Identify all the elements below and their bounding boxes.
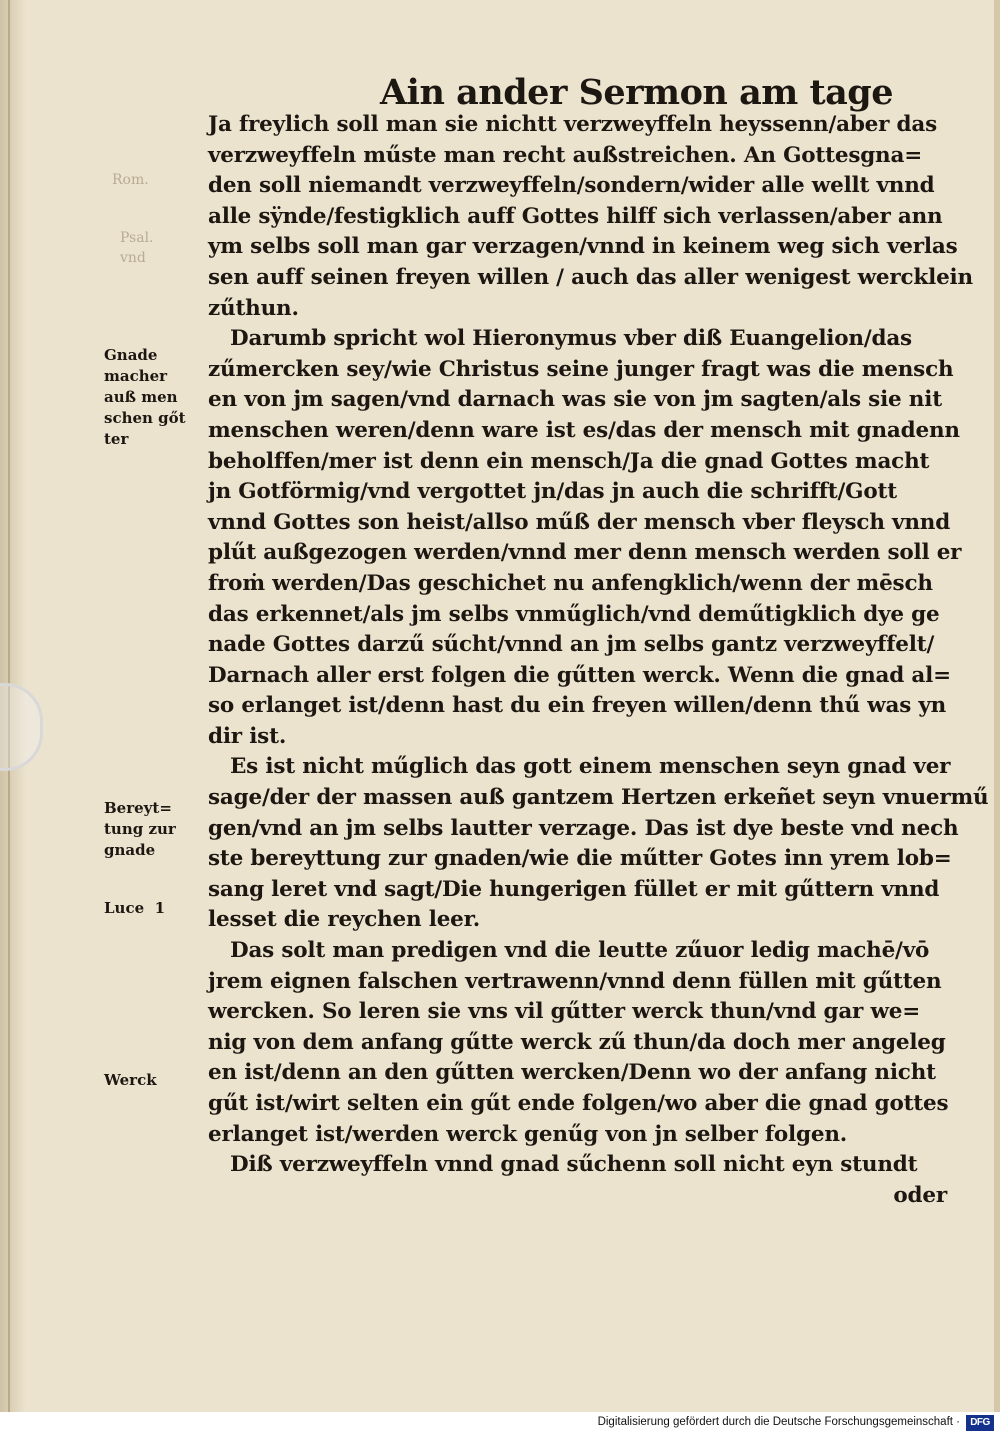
- page-edge: [994, 0, 1000, 1412]
- text-line: nig von dem anfang gűtte werck zű thun/da doch mer angeleg: [208, 1029, 946, 1055]
- text-line: so erlanget ist/denn hast du ein freyen willen/denn thű was yn: [208, 693, 947, 719]
- text-line: jrem eignen falschen vertrawenn/vnnd denn füllen mit gűtten: [208, 968, 942, 994]
- text-line: plűt außgezogen werden/vnnd mer denn mensch werden soll er: [208, 540, 962, 566]
- margin-note-line: auß men: [104, 388, 178, 406]
- footer-bar: [0, 1412, 1000, 1435]
- margin-note: [104, 345, 204, 450]
- text-line: ste bereyttung zur gnaden/wie die műtter Gotes inn yrem lob=: [208, 846, 952, 872]
- text-line: Darumb spricht wol Hieronymus vber diß Euangelion/das: [230, 326, 912, 352]
- showthrough-text: vnd: [120, 250, 146, 266]
- text-line: froṁ werden/Das geschichet nu anfengklich/wenn der mēsch: [208, 570, 933, 596]
- margin-note-line: Werck: [104, 1071, 157, 1089]
- margin-note-line: macher: [104, 367, 168, 385]
- text-line: zűmercken sey/wie Christus seine junger fragt was die mensch: [208, 356, 954, 382]
- text-line: Ja freylich soll man sie nichtt verzweyffeln heyssenn/aber das: [208, 112, 938, 137]
- text-line: wercken. So leren sie vns vil gűtter werck thun/vnd gar we=: [208, 999, 921, 1025]
- margin-note-line: gnade: [104, 841, 156, 859]
- text-line: zűthun.: [208, 295, 299, 321]
- text-line: Das solt man predigen vnd die leutte zűuor ledig machē/vō: [230, 938, 930, 964]
- page-clip: [0, 683, 43, 771]
- text-line: sage/der der massen auß gantzem Hertzen erkeñet seyn vnuermű: [208, 785, 989, 811]
- text-line: das erkennet/als jm selbs vnműglich/vnd deműtigklich dye ge: [208, 601, 940, 627]
- text-line: gen/vnd an jm selbs lautter verzage. Das ist dye beste vnd nech: [208, 815, 959, 841]
- text-line: sang leret vnd sagt/Die hungerigen füllet er mit gűttern vnnd: [208, 876, 940, 902]
- text-line: Darnach aller erst folgen die gűtten werck. Wenn die gnad al=: [208, 662, 951, 688]
- text-line: lesset die reychen leer.: [208, 907, 481, 933]
- body-text: [208, 110, 989, 1211]
- text-line: beholffen/mer ist denn ein mensch/Ja die gnad Gottes macht: [208, 448, 930, 474]
- text-line: verzweyffeln műste man recht außstreichen. An Gottesgna=: [208, 142, 923, 168]
- margin-note: [104, 1070, 204, 1091]
- text-line: jn Gotförmig/vnd vergottet jn/das jn auch die schrifft/Gott: [208, 479, 897, 505]
- text-line: vnnd Gottes son heist/allso műß der mensch vber fleysch vnnd: [208, 509, 951, 535]
- catchword: oder: [893, 1182, 947, 1208]
- dfg-logo: DFG: [966, 1415, 994, 1431]
- text-line: alle sÿnde/festigklich auff Gottes hilff sich verlassen/aber ann: [208, 203, 943, 229]
- margin-note-line: Luce 1: [104, 899, 166, 917]
- margin-note-line: Gnade: [104, 346, 158, 364]
- margin-note: [104, 798, 204, 861]
- showthrough-text: Psal.: [120, 230, 154, 246]
- text-line: en von jm sagen/vnd darnach was sie von jm sagten/als sie nit: [208, 387, 942, 413]
- text-line: dir ist.: [208, 723, 287, 749]
- text-line: Es ist nicht műglich das gott einem menschen seyn gnad ver: [230, 754, 951, 780]
- text-line: en ist/denn an den gűtten wercken/Denn wo der anfang nicht: [208, 1060, 936, 1086]
- margin-note-line: schen gőt: [104, 409, 186, 427]
- margin-note: [104, 898, 204, 919]
- text-line: Diß verzweyffeln vnnd gnad sűchenn soll nicht eyn stundt: [230, 1152, 918, 1178]
- margin-note-line: Bereyt=: [104, 799, 172, 817]
- margin-note-line: tung zur: [104, 820, 176, 838]
- text-line: gűt ist/wirt selten ein gűt ende folgen/wo aber die gnad gottes: [208, 1091, 949, 1116]
- funding-credit: Digitalisierung gefördert durch die Deutsche Forschungsgemeinschaft ·: [597, 1416, 960, 1428]
- running-header: Ain ander Sermon am tage: [380, 72, 894, 113]
- showthrough-text: Rom.: [112, 172, 149, 188]
- text-line: nade Gottes darzű sűcht/vnnd an jm selbs gantz verzweyffelt/: [208, 632, 935, 658]
- margin-note-line: ter: [104, 430, 129, 448]
- text-line: menschen weren/denn ware ist es/das der mensch mit gnadenn: [208, 417, 960, 443]
- text-line: den soll niemandt verzweyffeln/sondern/wider alle wellt vnnd: [208, 173, 935, 199]
- text-line: sen auff seinen freyen willen / auch das aller wenigest wercklein: [208, 264, 973, 290]
- text-line: erlanget ist/werden werck genűg von jn selber folgen.: [208, 1121, 848, 1147]
- text-line: ym selbs soll man gar verzagen/vnnd in keinem weg sich verlas: [208, 234, 958, 260]
